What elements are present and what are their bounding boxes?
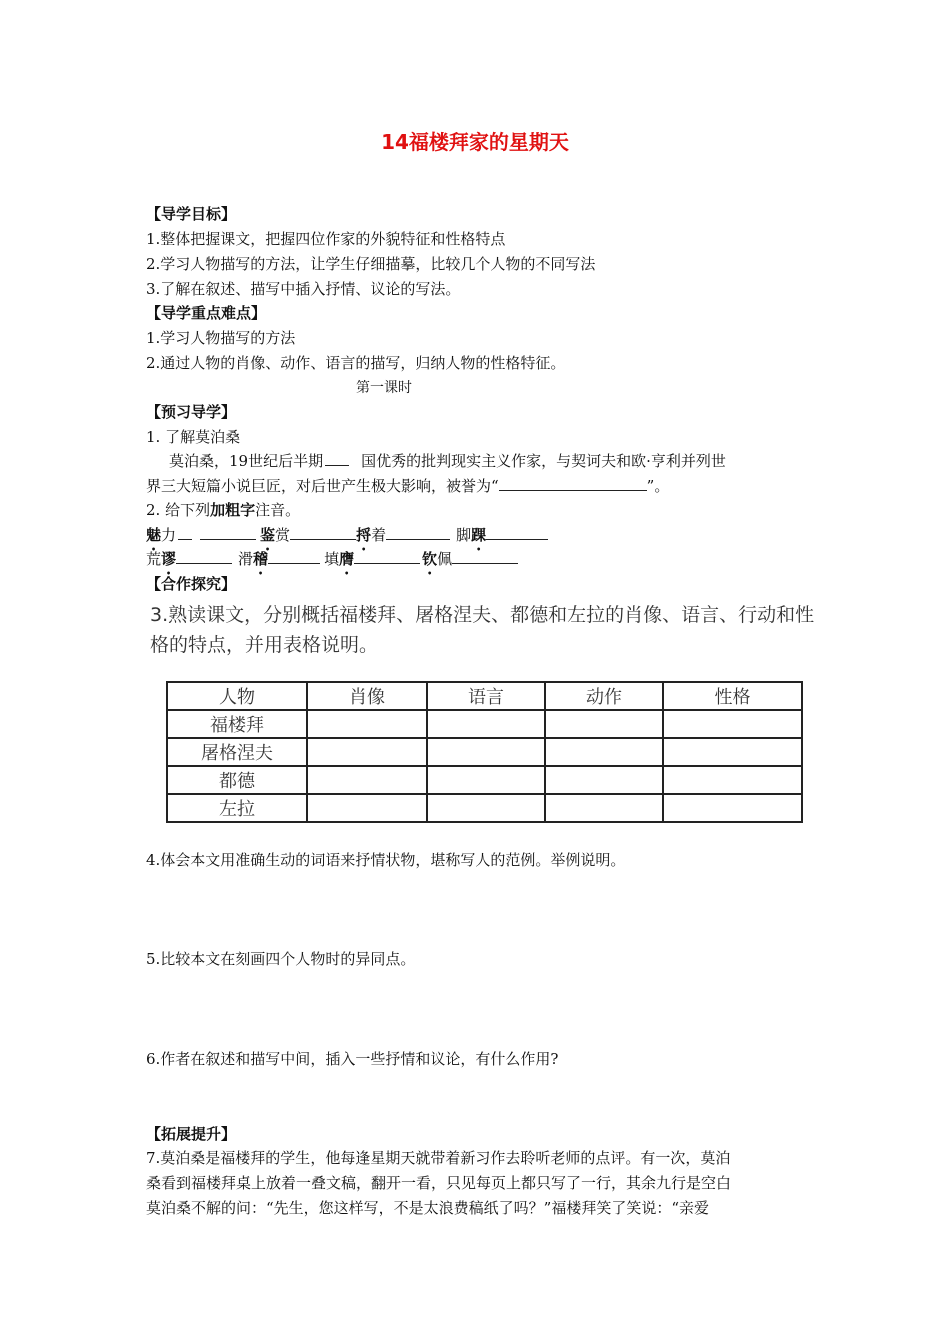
pinyin-char: 捋 [356, 526, 372, 544]
pinyin-char: 踝 [471, 526, 487, 544]
pinyin-pre: 填 [324, 550, 340, 568]
table-header-cell: 人物 [167, 682, 307, 710]
table-cell[interactable] [663, 766, 802, 794]
q1-text-d: ”。 [646, 477, 670, 495]
keypoint-item-1: 1.学习人物描写的方法 [146, 329, 296, 347]
keypoints-header: 【导学重点难点】 [146, 304, 267, 322]
question-7-line2: 桑看到福楼拜桌上放着一叠文稿，翻开一看，只见每页上都只写了一行，其余九行是空白 [146, 1174, 732, 1192]
pinyin-rest: 佩 [437, 550, 453, 568]
table-header-cell: 动作 [545, 682, 663, 710]
coop-header: 【合作探究】 [146, 575, 237, 593]
q1-text-c: 界三大短篇小说巨匠，对后世产生极大影响，被誉为“ [146, 477, 499, 495]
q1-paragraph-line1 [169, 451, 726, 471]
table-row [167, 710, 802, 738]
question-3-line2: 格的特点，并用表格说明。 [150, 634, 379, 656]
pinyin-blank[interactable] [486, 525, 548, 540]
pinyin-rest: 赏 [275, 526, 291, 544]
table-row-label: 都德 [167, 766, 307, 794]
q1-paragraph-line2 [146, 476, 669, 496]
table-row [167, 738, 802, 766]
pinyin-blank[interactable] [176, 549, 232, 564]
table-cell[interactable] [663, 710, 802, 738]
pinyin-pre: 脚 [456, 526, 472, 544]
goal-item-1: 1.整体把握课文，把握四位作家的外貌特征和性格特点 [146, 230, 506, 248]
table-cell[interactable] [307, 710, 427, 738]
pinyin-rest: 着 [371, 526, 387, 544]
question-1: 1. 了解莫泊桑 [146, 428, 241, 446]
table-cell[interactable] [545, 710, 663, 738]
table-row [167, 766, 802, 794]
table-cell[interactable] [307, 738, 427, 766]
preview-header: 【预习导学】 [146, 403, 237, 421]
question-4: 4.体会本文用准确生动的词语来抒情状物，堪称写人的范例。举例说明。 [146, 851, 626, 869]
table-cell[interactable] [307, 766, 427, 794]
title-blank[interactable] [499, 476, 647, 491]
pinyin-blank[interactable] [354, 549, 420, 564]
pinyin-char: 鉴 [260, 526, 276, 544]
pinyin-blank[interactable] [452, 549, 518, 564]
q1-text-b: 国优秀的批判现实主义作家，与契诃夫和欧·亨利并列世 [361, 452, 726, 470]
page-title: 14福楼拜家的星期天 [381, 130, 569, 154]
pinyin-char: 膺 [339, 550, 355, 568]
table-cell[interactable] [427, 766, 545, 794]
pinyin-pre: 滑 [238, 550, 254, 568]
table-cell[interactable] [545, 738, 663, 766]
pinyin-char: 钦 [422, 550, 438, 568]
table-header-row [167, 682, 802, 710]
table-header-cell: 性格 [663, 682, 802, 710]
table-row-label: 屠格涅夫 [167, 738, 307, 766]
question-2 [146, 500, 300, 520]
table-cell[interactable] [427, 710, 545, 738]
table-cell[interactable] [545, 794, 663, 822]
table-cell[interactable] [427, 794, 545, 822]
pinyin-blank[interactable] [290, 525, 356, 540]
question-7-line1: 7.莫泊桑是福楼拜的学生，他每逢星期天就带着新习作去聆听老师的点评。有一次，莫泊 [146, 1149, 731, 1167]
pinyin-char: 魅 [146, 526, 162, 544]
pinyin-char: 稽 [253, 550, 269, 568]
table-cell[interactable] [663, 794, 802, 822]
extension-header: 【拓展提升】 [146, 1125, 237, 1143]
goals-header: 【导学目标】 [146, 205, 237, 223]
table-header-cell: 语言 [427, 682, 545, 710]
pinyin-blank[interactable] [200, 525, 256, 540]
table-cell[interactable] [663, 738, 802, 766]
table-cell[interactable] [545, 766, 663, 794]
pinyin-char: 谬 [161, 550, 177, 568]
goal-item-3: 3.了解在叙述、描写中插入抒情、议论的写法。 [146, 280, 461, 298]
pinyin-blank[interactable] [268, 549, 320, 564]
table-header-cell: 肖像 [307, 682, 427, 710]
question-6: 6.作者在叙述和描写中间，插入一些抒情和议论，有什么作用? [146, 1050, 559, 1068]
pinyin-rest: 力 [161, 526, 177, 544]
table-row [167, 794, 802, 822]
lesson-label: 第一课时 [356, 380, 412, 396]
table-cell[interactable] [307, 794, 427, 822]
pinyin-blank[interactable] [386, 525, 450, 540]
goal-item-2: 2.学习人物描写的方法，让学生仔细描摹，比较几个人物的不同写法 [146, 255, 596, 273]
table-cell[interactable] [427, 738, 545, 766]
country-blank[interactable] [325, 451, 349, 466]
question-7-line3: 莫泊桑不解的问：“先生，您这样写，不是太浪费稿纸了吗？”福楼拜笑了笑说：“亲爱 [146, 1199, 710, 1217]
pinyin-pre: 荒 [146, 550, 162, 568]
keypoint-item-2: 2.通过人物的肖像、动作、语言的描写，归纳人物的性格特征。 [146, 354, 566, 372]
pinyin-blank[interactable] [178, 525, 192, 540]
q2-text-a: 2. 给下列 [146, 501, 211, 519]
table-row-label: 福楼拜 [167, 710, 307, 738]
q2-bold-text: 加粗字 [210, 501, 256, 519]
table-row-label: 左拉 [167, 794, 307, 822]
character-table [166, 681, 803, 823]
question-5: 5.比较本文在刻画四个人物时的异同点。 [146, 950, 416, 968]
q1-text-a: 莫泊桑，19世纪后半期 [169, 452, 324, 470]
question-3-line1: 3.熟读课文，分别概括福楼拜、屠格涅夫、都德和左拉的肖像、语言、行动和性 [150, 604, 815, 626]
q2-text-b: 注音。 [255, 501, 301, 519]
